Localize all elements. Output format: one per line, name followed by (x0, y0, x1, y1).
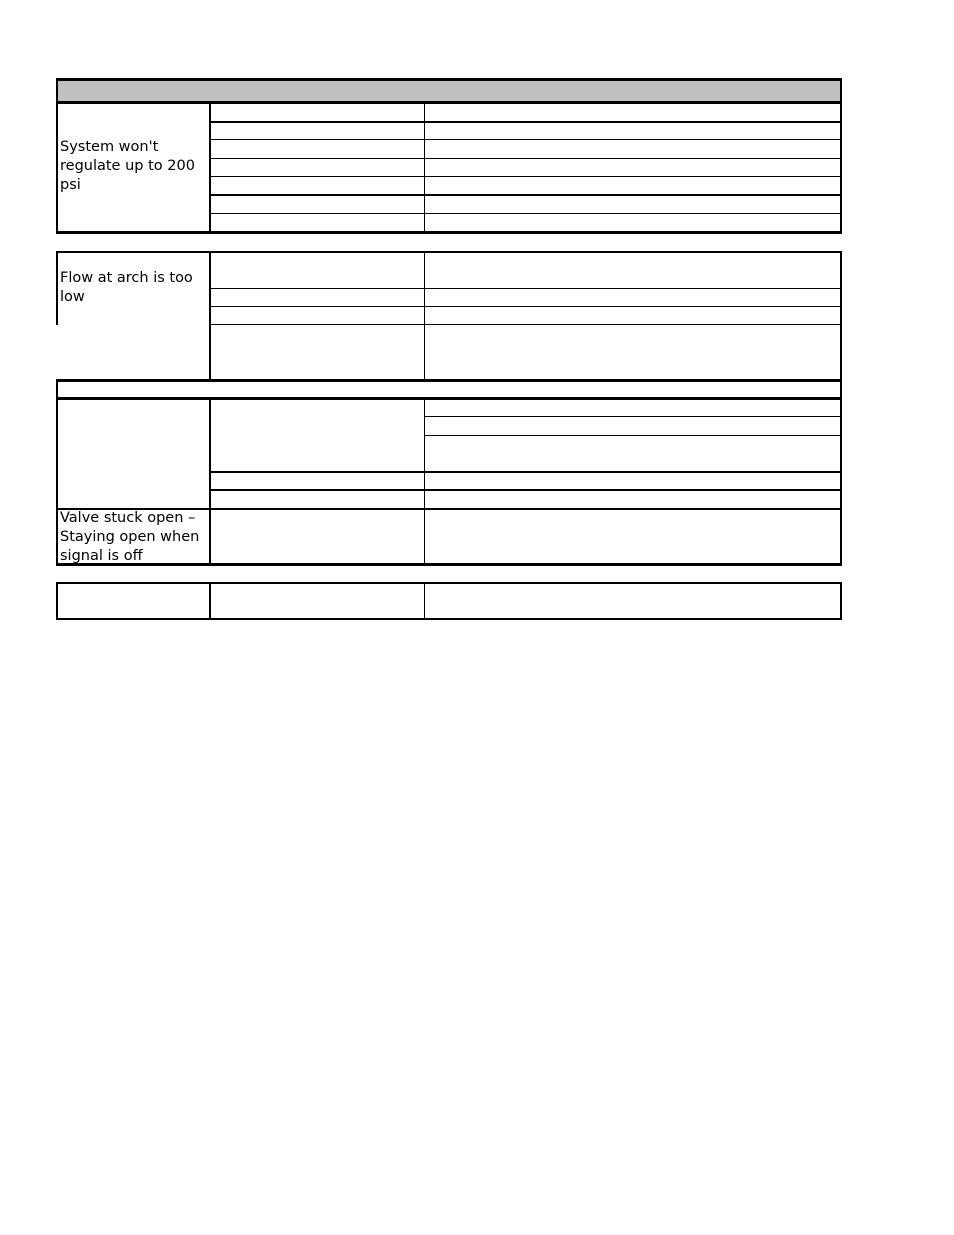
symptom-cell: Valve stuck open – Staying open when signal is off (60, 510, 200, 563)
table-border (840, 251, 842, 382)
row-divider (425, 435, 841, 436)
row-divider (210, 489, 841, 491)
row-divider (210, 288, 841, 289)
row-divider (210, 306, 841, 307)
row-divider (425, 416, 841, 417)
table-border (56, 78, 58, 234)
column-divider (209, 399, 211, 565)
row-divider (210, 194, 841, 196)
table-border (840, 380, 842, 566)
row-divider (210, 139, 841, 140)
row-divider (210, 158, 841, 159)
table-border (56, 508, 58, 566)
table-border (56, 397, 842, 400)
table-border (56, 101, 842, 104)
row-divider (210, 324, 841, 325)
table-border (56, 231, 842, 234)
row-divider (210, 121, 841, 123)
row-divider (210, 213, 841, 214)
symptom-cell: Flow at arch is too low (60, 270, 193, 305)
symptom-cell: System won't regulate up to 200 psi (60, 139, 195, 193)
table-border (56, 582, 58, 620)
table-border (840, 78, 842, 234)
table-border (840, 582, 842, 620)
table-border (56, 78, 842, 81)
column-divider (424, 252, 425, 381)
table-border (56, 251, 58, 325)
column-divider (209, 583, 211, 619)
column-divider (209, 252, 211, 381)
row-divider (210, 176, 841, 177)
table-border (56, 379, 842, 382)
table-border (56, 251, 842, 253)
section-header-band (57, 80, 841, 102)
column-divider (424, 399, 425, 565)
row-divider (210, 471, 841, 473)
table-border (56, 563, 842, 566)
column-divider (424, 583, 425, 619)
table-border (56, 618, 842, 620)
table-border (56, 582, 842, 584)
